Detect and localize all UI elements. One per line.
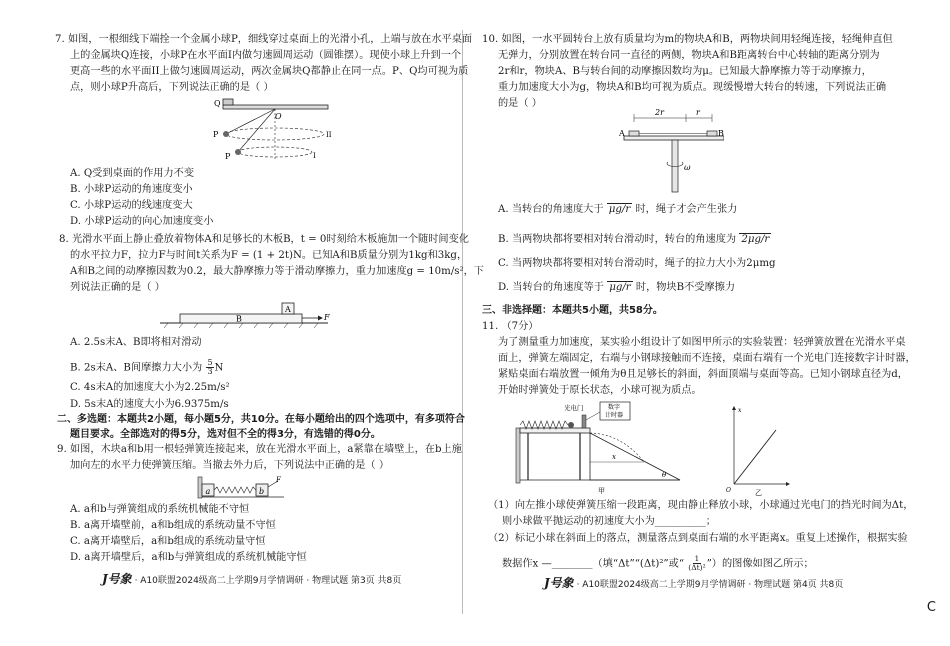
label-x: x: [612, 453, 616, 461]
block-b: [707, 131, 717, 136]
q7-line-2: 上的金属块Q连接，小球P在水平面I内做匀速圆周运动（圆锥摆）。现使小球上升到一个: [70, 50, 462, 61]
steel-ball: [568, 422, 574, 428]
label-timer-2: 计时器: [605, 412, 624, 419]
label-timer-1: 数字: [608, 404, 621, 411]
q8-line-1: 8. 光滑水平面上静止叠放着物体A和足够长的木板B，t = 0时刻给木板施加一个随时间变化: [59, 234, 469, 245]
fraction-five-thirds: [206, 359, 213, 376]
wall: [198, 477, 202, 498]
q8-option-d: D. 5s末A的速度大小为6.9375m/s: [70, 399, 229, 410]
q9-option-b: B. a离开墙壁前，a和b组成的系统动量不守恒: [70, 520, 276, 531]
label-block-b: b: [259, 487, 265, 496]
q11-part-2-line-2: [502, 555, 814, 572]
q10-line-2: 无弹力，分别放置在转台同一直径的两侧，物块A和B距离转台中心转轴的距离分别为: [498, 50, 880, 61]
q11-part-2-line-1: （2）标记小球在斜面上的落点，测量落点到桌面右端的水平距离x。重复上述操作，根据实验: [488, 533, 908, 544]
turntable-disc: [624, 136, 724, 140]
fraction-numerator: 5: [207, 358, 213, 367]
block-q: [223, 99, 233, 105]
q7-option-c: C. 小球P运动的线速度变大: [70, 200, 193, 211]
label-omega: ω: [684, 163, 691, 172]
q10-option-d-tail: 时，物块B不受摩擦力: [635, 282, 736, 293]
rotation-axle: [672, 140, 678, 192]
label-q: Q: [214, 99, 221, 108]
label-p-upper: P: [213, 130, 219, 139]
q10-line-1: 10. 如图，一水平圆转台上放有质量均为m的物块A和B，两物块间用轻绳连接，轻绳伸直但: [482, 34, 893, 45]
q10-option-a: [498, 203, 737, 217]
ball-p-lower: [235, 149, 241, 155]
label-f: F: [324, 313, 330, 322]
fraction-denominator-dt: (Δt)²: [688, 563, 706, 572]
q9-line-1: 9. 如图，木块a和b用一根轻弹簧连接起来，放在光滑水平面上，a紧靠在墙壁上，在b上施: [57, 444, 462, 455]
ball-p-upper: [223, 131, 229, 137]
q10-line-5: 的是（ ）: [498, 98, 542, 109]
publisher-logo: J号象: [544, 576, 574, 590]
ground-hatch: [164, 323, 318, 328]
q11-line-3: 紧贴桌面右端放置一倾角为θ且足够长的斜面，斜面顶端与桌面等高。已知小钢球直径为d，: [498, 369, 908, 380]
q7-line-1: 7. 如图，一根细线下端拴一个金属小球P，细线穿过桌面上的光滑小孔，上端与放在水平桌面: [55, 34, 473, 45]
q8-option-a: A. 2.5s末A、B即将相对滑动: [70, 337, 202, 348]
label-a: A: [285, 305, 291, 314]
q9-option-d: D. a离开墙壁后，a和b与弹簧组成的系统机械能守恒: [70, 552, 307, 563]
apparatus-figure-jia: [512, 398, 712, 496]
q10-line-4: 重力加速度大小为g，物块A和B均可视为质点。现缓慢增大转台的转速，下列说法正确: [498, 82, 887, 93]
q8-line-3: A和B之间的动摩擦因数为0.2，最大静摩擦力等于滑动摩擦力，重力加速度g = 10m/s²，下: [70, 266, 484, 277]
label-graph-x: x: [738, 407, 742, 414]
label-2r: 2r: [655, 108, 664, 117]
section-2-line-1: 二、多选题：本题共2小题，每小题5分，共10分。在每小题给出的四个选项中，有多项符合: [57, 414, 465, 425]
string-upper: [226, 109, 275, 134]
label-block-b: B: [718, 129, 724, 138]
q8-option-b-text: B. 2s末A、B间摩擦力大小为: [70, 362, 203, 374]
q10-option-a-text: A. 当转台的角速度大于: [498, 204, 604, 215]
label-plane-i: I: [313, 152, 316, 160]
turntable-figure: [614, 106, 724, 196]
q11-line-2: 面上，弹簧左端固定，右端与小钢球接触而不连接，桌面右端有一个光电门连接数字计时器，: [498, 353, 916, 364]
q10-option-d-radical: μg/r: [609, 282, 631, 293]
label-yi: 乙: [755, 489, 762, 496]
block-a: [629, 131, 639, 136]
q7-option-a: A. Q受到桌面的作用力不变: [70, 168, 195, 179]
fraction-numerator-one: 1: [694, 554, 700, 563]
spring-blocks-figure: [196, 475, 296, 503]
q10-line-3: 2r和r，物块A、B与转台间的动摩擦因数均为μ。已知最大静摩擦力等于动摩擦力，: [498, 66, 872, 77]
table-top: [223, 105, 328, 109]
force-arrow-head: [318, 316, 323, 321]
section-2-line-2: 题目要求。全部选对的得5分，选对但不全的得3分，有选错的得0分。: [70, 429, 381, 440]
q11-part-1-line-1: （1）向左推小球使弹簧压缩一段距离，现由静止释放小球，小球通过光电门的挡光时间为Δt，: [488, 500, 914, 511]
spring: [214, 487, 256, 493]
label-jia: 甲: [598, 487, 605, 495]
label-b: B: [236, 314, 242, 324]
conical-pendulum-figure: [195, 97, 335, 167]
q10-option-a-radical: μg/r: [608, 204, 631, 215]
footer-right-text: · A10联盟2024级高二上学期9月学情调研 · 物理试题 第4页 共8页: [576, 580, 844, 590]
q8-option-c: C. 4s末A的加速度大小为2.25m/s²: [70, 382, 230, 393]
stacked-blocks-figure: [158, 300, 338, 330]
label-theta: θ: [662, 471, 667, 479]
q11-part-2-tail: ”）的图像如图乙所示；: [706, 558, 814, 570]
table-top: [520, 428, 590, 433]
label-plane-ii: II: [326, 131, 332, 139]
photogate: [582, 415, 586, 428]
label-graph-o: O: [726, 487, 731, 494]
wall: [516, 428, 520, 483]
page-right: [462, 0, 950, 646]
q10-option-d-text: D. 当转台的角速度等于: [498, 282, 604, 293]
section-3-header: 三、非选择题：本题共5小题，共58分。: [482, 305, 663, 316]
q9-option-a: A. a和b与弹簧组成的系统机械能不守恒: [70, 504, 250, 515]
label-r: r: [696, 108, 700, 117]
q10-option-d: [498, 281, 735, 295]
q11-line-1: 为了测量重力加速度，某实验小组设计了如图甲所示的实验装置：轻弹簧放置在光滑水平桌: [498, 337, 906, 348]
fraction-inverse-dt-squared: [688, 555, 705, 572]
q10-option-b: [498, 233, 771, 247]
q10-option-c: C. 当两物块都将要相对转台滑动时，绳子的拉力大小为2μmg: [498, 258, 776, 269]
q11-part-2-text: 数据作x —________（填“Δt”“(Δt)²”或“: [502, 558, 685, 570]
q7-option-d: D. 小球P运动的向心加速度变小: [70, 216, 214, 227]
label-o: O: [275, 112, 282, 121]
q9-line-2: 加向左的水平力使弹簧压缩。当撤去外力后，下列说法中正确的是（ ）: [70, 460, 390, 471]
q11-line-4: 开始时弹簧处于原长状态，小球可视为质点。: [498, 385, 702, 396]
label-block-a: a: [205, 487, 211, 496]
q9-option-c: C. a离开墙壁后，a和b组成的系统动量守恒: [70, 536, 266, 547]
string-lower: [238, 109, 275, 152]
label-block-a: A: [619, 129, 625, 138]
q8-line-4: 列说法正确的是（ ）: [70, 282, 165, 293]
publisher-logo: J号象: [102, 572, 132, 586]
graph-line: [734, 430, 776, 484]
q7-line-4: 点，则小球P升高后，下列说法正确的是（ ）: [70, 82, 274, 93]
footer-right: [544, 574, 843, 591]
q11-head: 11. （7分）: [482, 321, 539, 332]
label-force-f: F: [276, 476, 281, 484]
q11-part-1-line-2: 则小球做平抛运动的初速度大小为__________；: [502, 516, 716, 527]
fraction-denominator: 3: [207, 367, 213, 376]
q8-line-2: 的水平拉力F，拉力F与时间t关系为F = (1 + 2t)N。已知A和B质量分别为1kg和3kg，: [70, 250, 468, 261]
q10-option-b-text: B. 当两物块都将要相对转台滑动时，转台的角速度为: [498, 234, 737, 245]
q7-option-b: B. 小球P运动的角速度变小: [70, 184, 193, 195]
q8-option-b: [70, 359, 223, 376]
corner-mark: C: [926, 600, 936, 615]
label-p-lower: P: [225, 152, 231, 161]
incline: [590, 433, 680, 480]
q10-option-a-tail: 时，绳子才会产生张力: [635, 204, 738, 215]
footer-left-text: · A10联盟2024级高二上学期9月学情调研 · 物理试题 第3页 共8页: [134, 576, 402, 586]
label-photogate: 光电门: [564, 404, 584, 412]
timer-wire: [586, 412, 600, 420]
graph-figure-yi: [724, 404, 794, 496]
footer-left: [102, 570, 401, 587]
q8-option-b-unit: N: [214, 362, 224, 374]
q7-line-3: 更高一些的水平面II上做匀速圆周运动，两次金属块Q都静止在同一点。P、Q均可视为质: [70, 66, 469, 77]
q10-option-b-radical: 2μg/r: [741, 234, 770, 245]
orbit-i: [238, 147, 312, 157]
